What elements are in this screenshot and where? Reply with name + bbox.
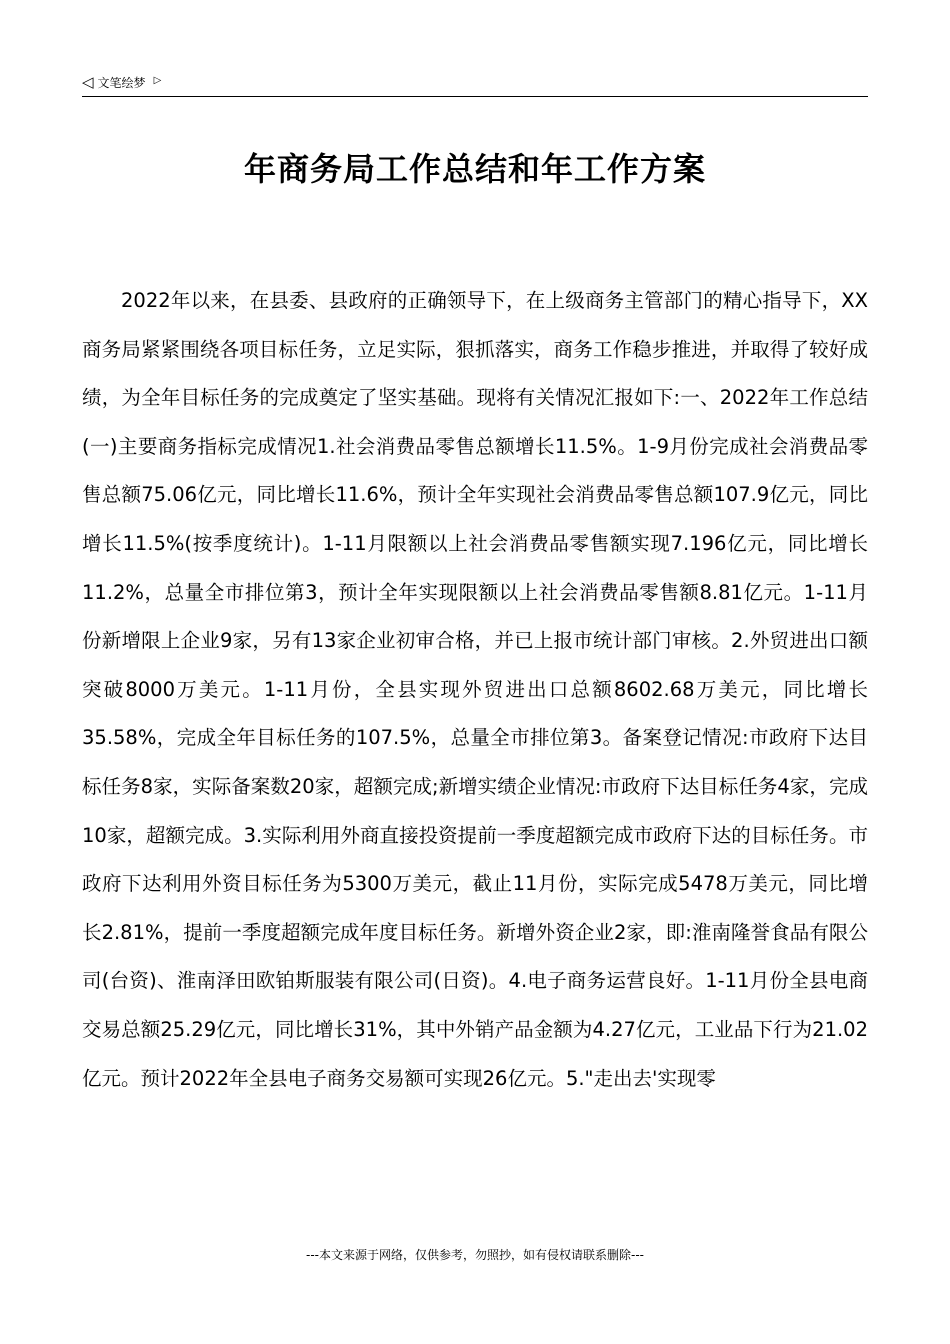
triangle-left-outline-icon: ◁ (82, 72, 94, 91)
page-header (82, 72, 868, 97)
document-body: 2022年以来，在县委、县政府的正确领导下，在上级商务主管部门的精心指导下，XX商务局紧紧围绕各项目标任务，立足实际，狠抓落实，商务工作稳步推进，并取得了较好成绩，为全年目标任务的完成奠定了坚实基础。现将有关情况汇报如下:一、2022年工作总结(一)主要商务指标完成情况1.社会消费品零售总额增长11.5%。1-9月份完成社会消费品零售总额75.06亿元，同比增长11.6%，预计全年实现社会消费品零售总额107.9亿元，同比增长11.5%(按季度统计)。1-11月限额以上社会消费品零售额实现7.196亿元，同比增长11.2%，总量全市排位第3，预计全年实现限额以上社会消费品零售额8.81亿元。1-11月份新增限上企业9家，另有13家企业初审合格，并已上报市统计部门审核。2.外贸进出口额突破8000万美元。1-11月份，全县实现外贸进出口总额8602.68万美元，同比增长35.58%，完成全年目标任务的107.5%，总量全市排位第3。备案登记情况:市政府下达目标任务8家，实际备案数20家，超额完成;新增实绩企业情况:市政府下达目标任务4家，完成10家，超额完成。3.实际利用外商直接投资提前一季度超额完成市政府下达的目标任务。市政府下达利用外资目标任务为5300万美元，截止11月份，实际完成5478万美元，同比增长2.81%，提前一季度超额完成年度目标任务。新增外资企业2家，即:淮南隆誉食品有限公司(台资)、淮南泽田欧铂斯服装有限公司(日资)。4.电子商务运营良好。1-11月份全县电商交易总额25.29亿元，同比增长31%，其中外销产品金额为4.27亿元，工业品下行为21.02亿元。预计2022年全县电子商务交易额可实现26亿元。5."走出去'实现零 (82, 289, 868, 1090)
header-brand: 文笔绘梦 (97, 75, 146, 90)
triangle-right-outline-icon: ▷ (153, 74, 162, 86)
footer-notice: ---本文来源于网络，仅供参考，勿照抄，如有侵权请联系删除--- (306, 1248, 644, 1262)
document-title: 年商务局工作总结和年工作方案 (243, 150, 706, 188)
